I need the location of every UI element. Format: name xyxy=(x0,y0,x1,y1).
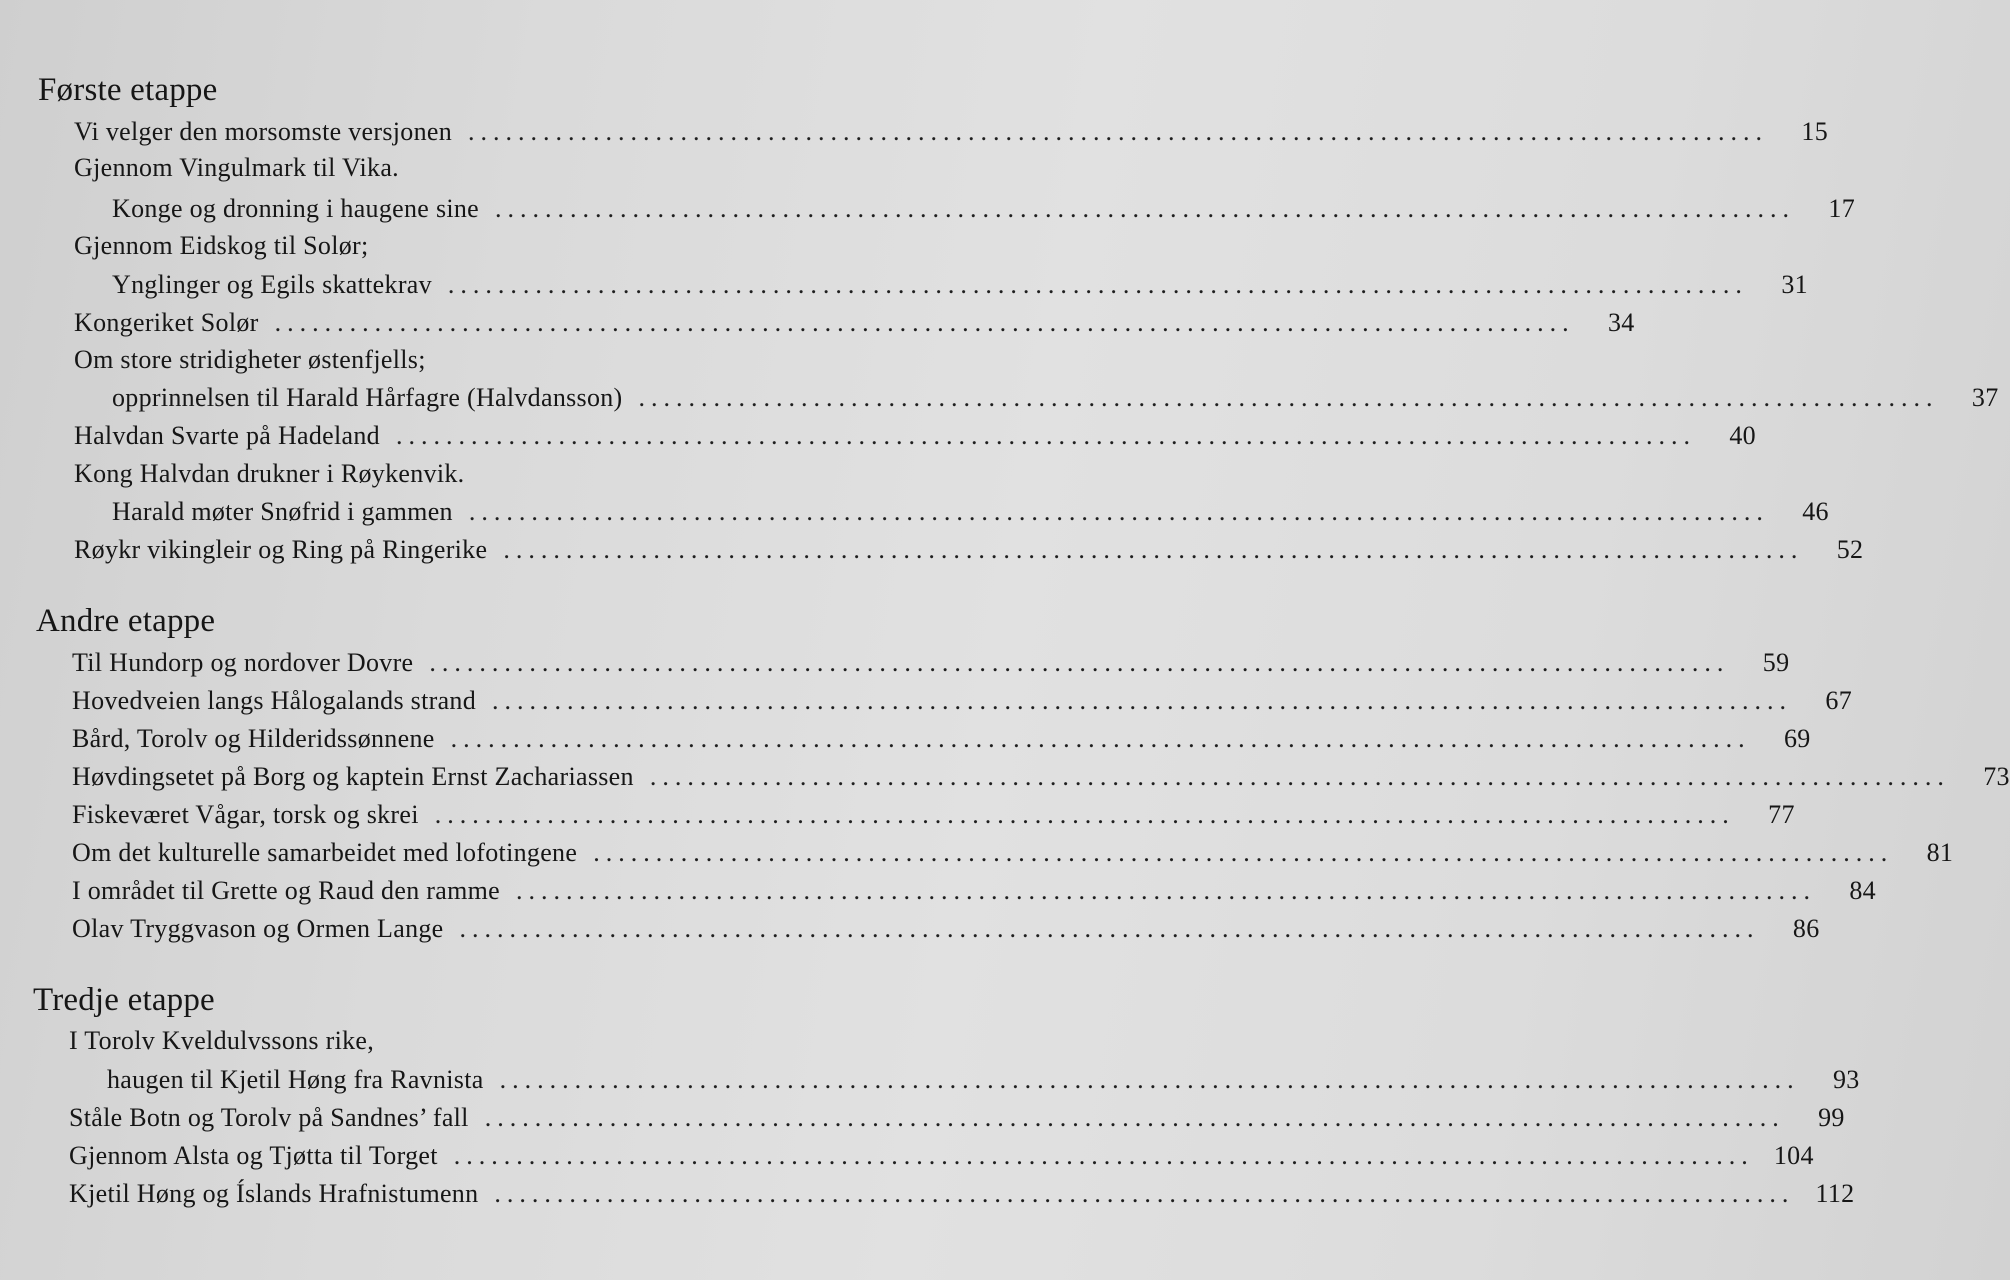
dot-leader: ........................................................................................................ xyxy=(429,648,1730,677)
page-number: 69 xyxy=(1783,724,1811,753)
dot-leader: ........................................................................................................ xyxy=(593,838,1894,867)
page-number: 112 xyxy=(1815,1179,1855,1208)
toc-entry xyxy=(69,1137,1814,1175)
toc-entry xyxy=(112,493,1829,531)
toc-entry-continued xyxy=(69,1022,936,1060)
entry-title: Vi velger den morsomste versjonen xyxy=(74,117,453,146)
dot-leader: ........................................................................................................ xyxy=(638,383,1939,412)
toc-entry xyxy=(72,720,1811,758)
toc-entry xyxy=(69,1099,1845,1137)
toc-entry xyxy=(72,796,1795,834)
dot-leader: ........................................................................................................ xyxy=(484,1103,1785,1132)
entry-title: Konge og dronning i haugene sine xyxy=(112,194,480,223)
section-title: Første etappe xyxy=(38,72,218,108)
entry-title: Ynglinger og Egils skattekrav xyxy=(112,270,432,299)
page-number: 46 xyxy=(1802,497,1829,526)
page-number: 73 xyxy=(1983,762,2010,791)
dot-leader: ........................................................................................................ xyxy=(468,497,1769,526)
entry-title: Høvdingsetet på Borg og kaptein Ernst Zachariassen xyxy=(72,762,634,791)
dot-leader: ........................................................................................................ xyxy=(468,117,1769,146)
toc-entry xyxy=(74,304,1635,342)
page-number: 67 xyxy=(1825,686,1853,715)
entry-title: Harald møter Snøfrid i gammen xyxy=(112,497,453,526)
entry-title: Ståle Botn og Torolv på Sandnes’ fall xyxy=(69,1103,469,1132)
toc-entry xyxy=(72,682,1853,720)
entry-title: Gjennom Eidskog til Solør; xyxy=(74,231,369,260)
page-number: 104 xyxy=(1773,1141,1814,1170)
toc-entry xyxy=(74,531,1864,569)
entry-title: opprinnelsen til Harald Hårfagre (Halvdansson) xyxy=(112,383,623,412)
toc-entry xyxy=(74,113,1829,151)
page-number: 34 xyxy=(1608,308,1635,337)
entry-title: Gjennom Vingulmark til Vika. xyxy=(74,153,399,182)
dot-leader: ........................................................................................................ xyxy=(503,535,1804,564)
section-title: Andre etappe xyxy=(36,603,216,639)
toc-entry xyxy=(72,758,2010,796)
toc-entry xyxy=(112,190,1856,228)
entry-title: Om store stridigheter østenfjells; xyxy=(74,345,426,374)
toc-entry-continued xyxy=(74,227,936,265)
toc-entry-continued xyxy=(74,341,936,379)
entry-title: I Torolv Kveldulvssons rike, xyxy=(69,1026,375,1055)
dot-leader: ........................................................................................................ xyxy=(395,421,1696,450)
dot-leader: ........................................................................................................ xyxy=(495,194,1796,223)
dot-leader: ........................................................................................................ xyxy=(459,914,1760,943)
page-number: 77 xyxy=(1768,800,1795,829)
entry-title: Kjetil Høng og Íslands Hrafnistumenn xyxy=(69,1179,479,1208)
page-number: 99 xyxy=(1818,1103,1845,1132)
entry-title: Olav Tryggvason og Ormen Lange xyxy=(72,914,444,943)
toc-entry xyxy=(72,834,1954,872)
page-number: 59 xyxy=(1762,648,1790,677)
toc-entry xyxy=(69,1175,1855,1213)
dot-leader: ........................................................................................................ xyxy=(649,762,1950,791)
page-number: 37 xyxy=(1971,383,1999,412)
page-number: 31 xyxy=(1781,270,1808,299)
toc-entry xyxy=(72,644,1790,682)
toc-entry xyxy=(72,872,1876,910)
toc-entry xyxy=(72,910,1820,948)
entry-title: Til Hundorp og nordover Dovre xyxy=(72,648,414,677)
entry-title: Om det kulturelle samarbeidet med lofotingene xyxy=(72,838,578,867)
dot-leader: ........................................................................................................ xyxy=(515,876,1816,905)
dot-leader: ........................................................................................................ xyxy=(499,1065,1800,1094)
entry-title: I området til Grette og Raud den ramme xyxy=(72,876,500,905)
page-number: 81 xyxy=(1926,838,1954,867)
page-number: 86 xyxy=(1792,914,1820,943)
page-number: 40 xyxy=(1729,421,1756,450)
entry-title: Kongeriket Solør xyxy=(74,308,259,337)
toc-entry xyxy=(112,266,1808,304)
entry-title: Halvdan Svarte på Hadeland xyxy=(74,421,380,450)
entry-title: Hovedveien langs Hålogalands strand xyxy=(72,686,477,715)
section-title: Tredje etappe xyxy=(33,982,215,1018)
page-number: 17 xyxy=(1828,194,1856,223)
dot-leader: ........................................................................................................ xyxy=(450,724,1751,753)
dot-leader: ........................................................................................................ xyxy=(494,1179,1795,1208)
entry-title: Kong Halvdan drukner i Røykenvik. xyxy=(74,459,465,488)
entry-title: Gjennom Alsta og Tjøtta til Torget xyxy=(69,1141,438,1170)
toc-entry-continued xyxy=(74,455,936,493)
toc-entry xyxy=(107,1061,1860,1099)
dot-leader: ........................................................................................................ xyxy=(492,686,1793,715)
entry-title: Røykr vikingleir og Ring på Ringerike xyxy=(74,535,488,564)
dot-leader: ........................................................................................................ xyxy=(453,1141,1754,1170)
toc-entry xyxy=(112,379,1999,417)
toc-entry xyxy=(74,417,1756,455)
dot-leader: ........................................................................................................ xyxy=(447,270,1748,299)
dot-leader: ........................................................................................................ xyxy=(274,308,1575,337)
entry-title: haugen til Kjetil Høng fra Ravnista xyxy=(107,1065,484,1094)
entry-title: Fiskeværet Vågar, torsk og skrei xyxy=(72,800,419,829)
dot-leader: ........................................................................................................ xyxy=(434,800,1735,829)
page-number: 52 xyxy=(1836,535,1864,564)
page-number: 93 xyxy=(1832,1065,1860,1094)
toc-entry-continued xyxy=(74,149,936,187)
page-number: 84 xyxy=(1849,876,1876,905)
entry-title: Bård, Torolv og Hilderidssønnene xyxy=(72,724,435,753)
page-number: 15 xyxy=(1801,117,1829,146)
